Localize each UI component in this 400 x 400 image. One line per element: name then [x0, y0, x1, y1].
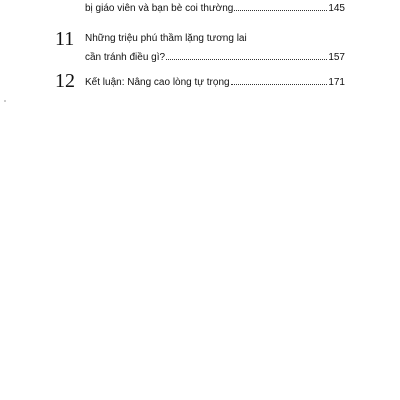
- toc-entry-line: [85, 29, 345, 48]
- toc-page-number: 145: [328, 3, 345, 14]
- scan-speck: [4, 100, 6, 102]
- dot-leader: [234, 10, 327, 11]
- chapter-number: 11: [55, 28, 75, 50]
- toc-entry-text: [85, 73, 345, 92]
- dot-leader: [231, 84, 328, 85]
- chapter-number: 12: [55, 70, 75, 92]
- toc-entry-text: [85, 0, 345, 18]
- toc-entry-line: [85, 73, 345, 92]
- toc-entry-line: [85, 48, 345, 67]
- toc-entry-continued: [55, 0, 345, 20]
- toc-page-number: 171: [328, 77, 345, 88]
- toc-entry-chapter-11: [55, 27, 345, 67]
- dot-leader: [166, 59, 327, 60]
- toc-entry-title-line: bị giáo viên và bạn bè coi thường: [85, 3, 234, 14]
- toc-entry-title-line: Những triệu phú thầm lặng tương lai: [85, 33, 247, 44]
- toc-entry-line: [85, 0, 345, 18]
- toc-page-number: 157: [328, 52, 345, 63]
- toc-entry-title-line: cần tránh điều gì?: [85, 52, 166, 63]
- toc-entry-title-line: Kết luận: Nâng cao lòng tự trọng: [85, 77, 230, 88]
- toc-entry-chapter-12: [55, 71, 345, 91]
- toc-entry-text: [85, 29, 345, 67]
